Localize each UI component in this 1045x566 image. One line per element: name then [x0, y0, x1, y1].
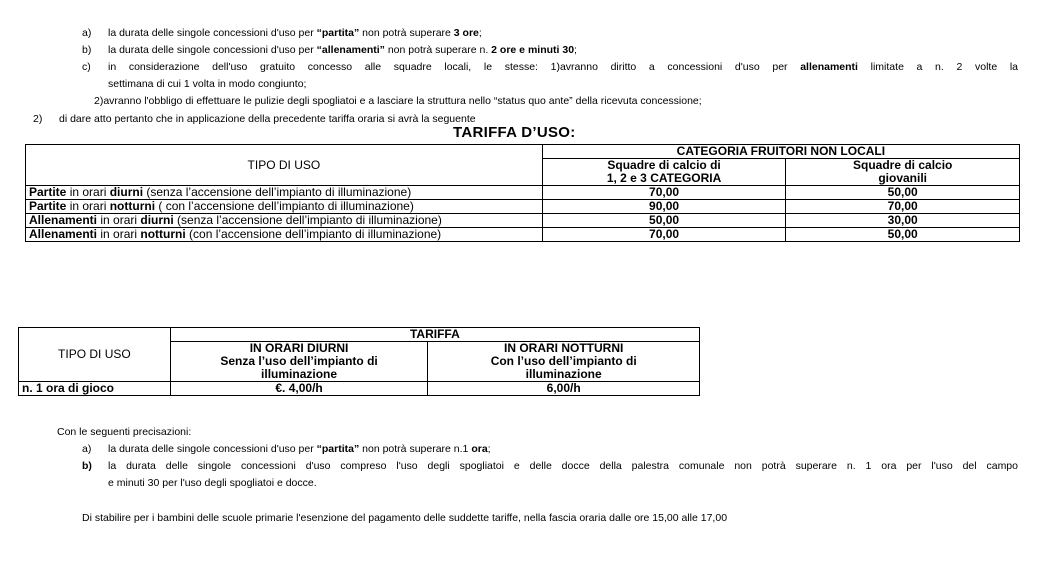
intro-item-c-label: c) — [82, 61, 91, 73]
item-label: a) — [82, 27, 92, 39]
table2-day-header: IN ORARI DIURNI Senza l’uso dell’impianto di illuminazione — [170, 342, 428, 382]
after-item-b-line1: la durata delle singole concessioni d'uso compreso l'uso degli spogliatoi e delle docce della palestra comunale non potrà superare n. 1 ora per l'uso del campo — [108, 460, 1018, 472]
table1-col-tipo: TIPO DI USO — [26, 145, 543, 186]
row-value-1: 50,00 — [542, 214, 786, 228]
intro-item-a: a) la durata delle singole concessioni d'uso per “partita” non potrà superare 3 ore; — [82, 27, 482, 39]
item-label: a) — [82, 443, 92, 455]
table2-header-row — [19, 328, 700, 342]
row-day-value: €. 4,00/h — [170, 382, 428, 396]
row-night-value: 6,00/h — [428, 382, 700, 396]
intro-item-c-line2: settimana di cui 1 volta in modo congiunto; — [108, 78, 307, 90]
row-label: Allenamenti in orari notturni (con l’accensione dell’impianto di illuminazione) — [26, 228, 543, 242]
item-label: b) — [82, 44, 92, 56]
intro-item-2: 2) di dare atto pertanto che in applicazione della precedente tariffa oraria si avrà la seguente — [33, 113, 476, 125]
intro-item-c-line1: in considerazione dell'uso gratuito concesso alle squadre locali, le stesse: 1)avranno diritto a concessioni d'uso per allenamenti limitate a n. 2 volte la — [108, 61, 1018, 73]
after-item-b-label: b) — [82, 460, 92, 472]
table2-night-header: IN ORARI NOTTURNI Con l’uso dell’impianto di illuminazione — [428, 342, 700, 382]
row-value-1: 70,00 — [542, 186, 786, 200]
table-row — [19, 382, 700, 396]
after-item-a: a) la durata delle singole concessioni d'uso per “partita” non potrà superare n.1 ora; — [82, 443, 491, 455]
item-label: 2) — [33, 113, 43, 125]
table1-group-header: CATEGORIA FRUITORI NON LOCALI — [542, 145, 1019, 159]
table1-sub1: Squadre di calcio di 1, 2 e 3 CATEGORIA — [542, 159, 786, 186]
row-value-2: 50,00 — [786, 186, 1020, 200]
row-value-2: 30,00 — [786, 214, 1020, 228]
row-value-1: 70,00 — [542, 228, 786, 242]
tariff-table-2 — [18, 327, 700, 396]
table2-group-header: TARIFFA — [170, 328, 699, 342]
table-row — [26, 200, 1020, 214]
table2-col-tipo: TIPO DI USO — [19, 328, 171, 382]
intro-item-b: b) la durata delle singole concessioni d'uso per “allenamenti” non potrà superare n. 2 ore e minuti 30; — [82, 44, 577, 56]
table1-title: TARIFFA D’USO: — [453, 124, 576, 141]
table1-sub2: Squadre di calcio giovanili — [786, 159, 1020, 186]
tariff-table-1 — [25, 144, 1020, 242]
final-paragraph: Di stabilire per i bambini delle scuole primarie l'esenzione del pagamento delle suddette tariffe, nella fascia oraria dalle ore 15,00 alle 17,00 — [82, 512, 728, 524]
intro-item-c-line3: 2)avranno l'obbligo di effettuare le pulizie degli spogliatoi e a lasciare la struttura nello “status quo ante” della ricevuta concessione; — [94, 95, 702, 107]
precisazioni-intro: Con le seguenti precisazioni: — [57, 426, 192, 438]
row-label: Allenamenti in orari diurni (senza l’accensione dell’impianto di illuminazione) — [26, 214, 543, 228]
table-row — [26, 214, 1020, 228]
row-label: n. 1 ora di gioco — [19, 382, 171, 396]
row-label: Partite in orari diurni (senza l’accensione dell’impianto di illuminazione) — [26, 186, 543, 200]
table1-header-row — [26, 145, 1020, 159]
table-row — [26, 228, 1020, 242]
row-value-1: 90,00 — [542, 200, 786, 214]
row-value-2: 70,00 — [786, 200, 1020, 214]
after-item-b-line2: e minuti 30 per l'uso degli spogliatoi e docce. — [108, 477, 317, 489]
row-label: Partite in orari notturni ( con l’accensione dell’impianto di illuminazione) — [26, 200, 543, 214]
row-value-2: 50,00 — [786, 228, 1020, 242]
table-row — [26, 186, 1020, 200]
